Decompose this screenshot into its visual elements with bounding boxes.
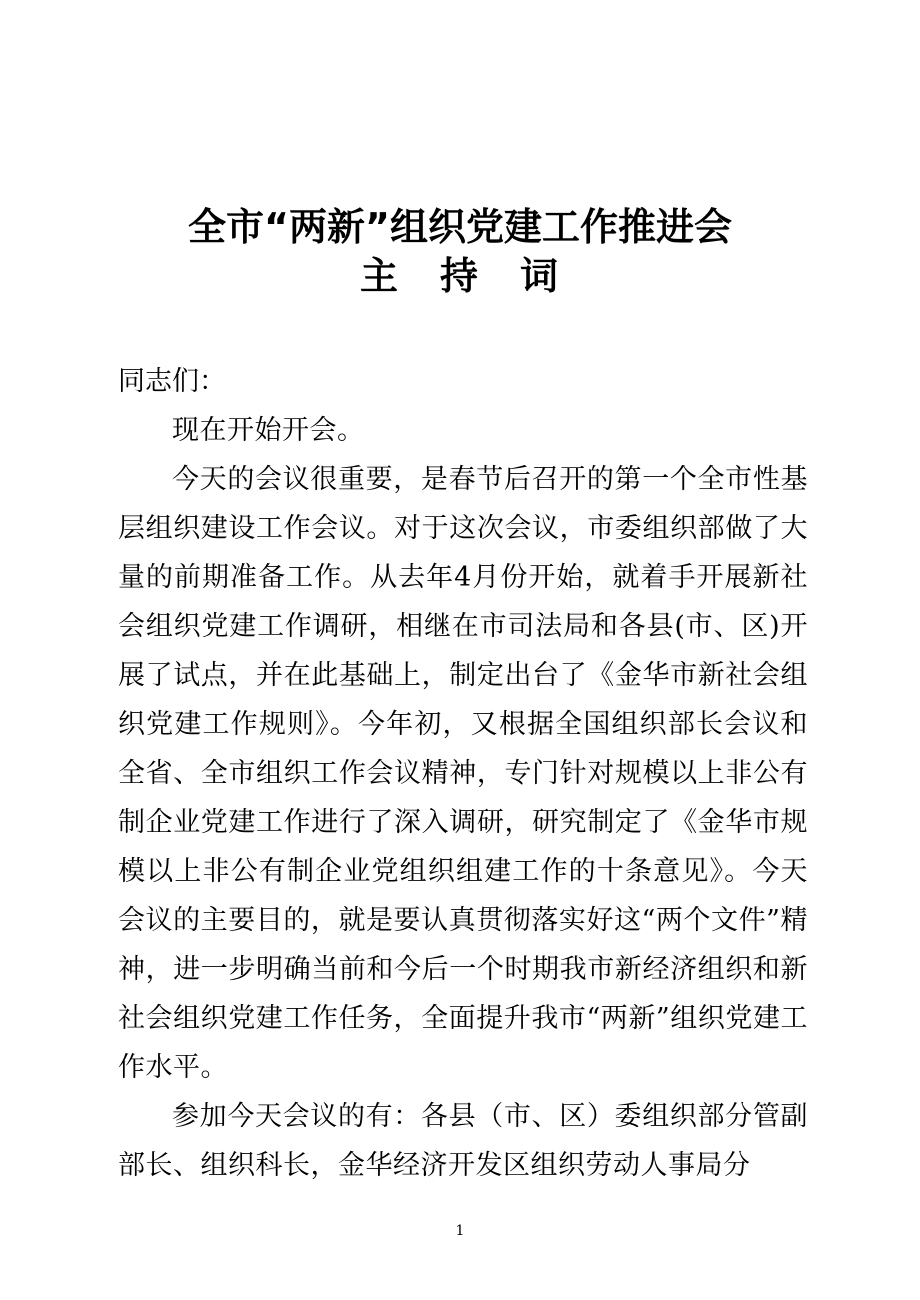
- paragraph-attendees: 参加今天会议的有：各县（市、区）委组织部分管副部长、组织科长，金华经济开发区组织劳动人事局分: [118, 1101, 808, 1181]
- page-number: 1: [455, 1223, 465, 1239]
- paragraph-meeting-background: 今天的会议很重要，是春节后召开的第一个全市性基层组织建设工作会议。对于这次会议，市委组织部做了大量的前期准备工作。从去年4月份开始，就着手开展新社会组织党建工作调研，相继在市司法局和各县(市、区)开展了试点，并在此基础上，制定出台了《金华市新社会组织党建工作规则》。今年初，又根据全国组织部长会议和全省、全市组织工作会议精神，专门针对规模以上非公有制企业党建工作进行了深入调研，研究制定了《金华市规模以上非公有制企业党组织组建工作的十条意见》。今天会议的主要目的，就是要认真贯彻落实好这“两个文件”精神，进一步明确当前和今后一个时期我市新经济组织和新社会组织党建工作任务，全面提升我市“两新”组织党建工作水平。: [118, 464, 808, 1083]
- document-subtitle: 主 持 词: [359, 254, 560, 298]
- paragraph-opening: 现在开始开会。: [172, 415, 365, 446]
- document-title: 全市“两新”组织党建工作推进会: [188, 205, 732, 249]
- document-body: [118, 357, 808, 1190]
- salutation: 同志们：: [118, 366, 226, 397]
